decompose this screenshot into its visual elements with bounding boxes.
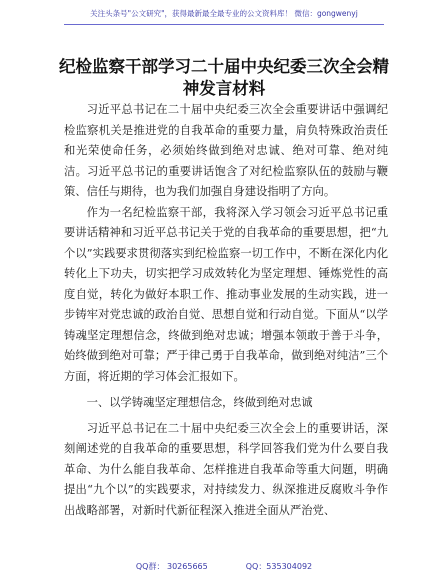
- footer-qq: QQ：535304092: [245, 562, 313, 571]
- section-paragraph: 习近平总书记在二十届中央纪委三次全会上的重要讲话，深刻阐述党的自我革命的重要思想，科学回答我们党为什么要自我革命、为什么能自我革命、怎样推进自我革命等重大问题，明确提出“九个以”的实践要求，对持续发力、纵深推进反腐败斗争作出战略部署，对新时代新征程深入推进全面从严治党、: [64, 421, 388, 517]
- document-body: [64, 100, 388, 521]
- header-note: 关注头条号"公文研究"，获得最新最全最专业的公文资料库！ 微信：gongwenyj: [90, 9, 358, 18]
- section-heading: 一、以学铸魂坚定理想信念，终做到绝对忠诚: [86, 396, 313, 409]
- paragraph-1: 习近平总书记在二十届中央纪委三次全会重要讲话中强调纪检监察机关是推进党的自我革命的重要力量，肩负特殊政治责任和光荣使命任务，必须始终做到绝对忠诚、绝对可靠、绝对纯洁。习近平总书记的重要讲话饱含了对纪检监察队伍的鼓励与鞭策、信任与期待，也为我们加强自身建设指明了方向。: [64, 103, 388, 198]
- footer-qq-group: QQ群： 30265665: [135, 562, 208, 571]
- header-divider: [64, 24, 384, 25]
- document-title: 纪检监察干部学习二十届中央纪委三次全会精神发言材料: [59, 57, 389, 98]
- paragraph-2: 作为一名纪检监察干部，我将深入学习领会习近平总书记重要讲话精神和习近平总书记关于党的自我革命的重要思想，把“九个以”实践要求贯彻落实到纪检监察一切工作中，不断在深化内化转化上下功夫，切实把学习成效转化为坚定理想、锤炼党性的高度自觉，转化为做好本职工作、推动事业发展的生动实践，进一步铸牢对党忠诚的政治自觉、思想自觉和行动自觉。下面从“以学铸魂坚定理想信念，终做到绝对忠诚；增强本领敢于善于斗争，始终做到绝对可靠；严于律己勇于自我革命，做到绝对纯洁”三个方面，将近期的学习体会汇报如下。: [64, 205, 388, 383]
- footer-contact: [0, 561, 448, 572]
